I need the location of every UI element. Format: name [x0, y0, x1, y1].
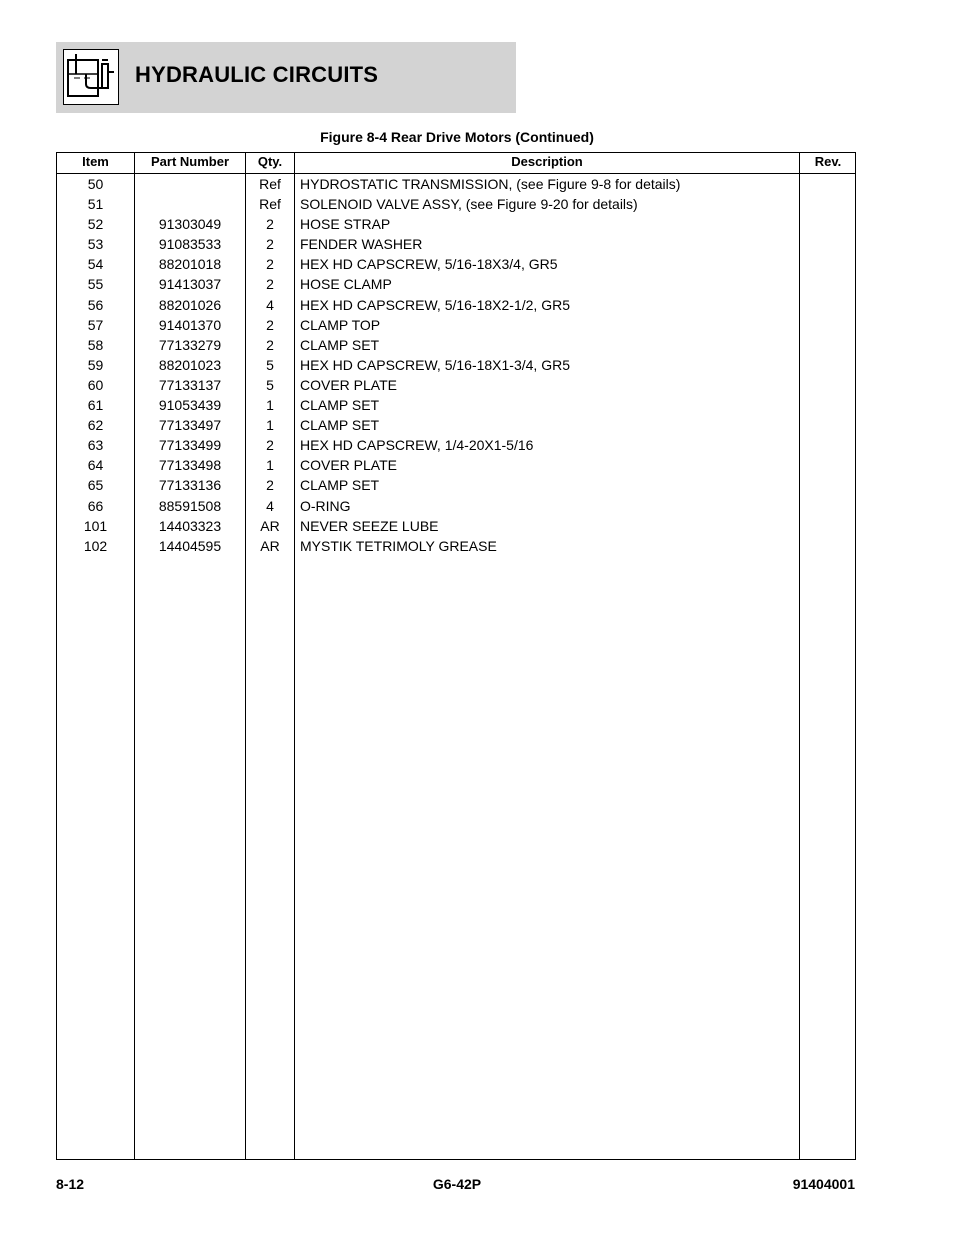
item-cell: 63 [87, 437, 104, 454]
description-cell: HEX HD CAPSCREW, 5/16-18X1-3/4, GR5 [300, 356, 570, 373]
qty-cell: 2 [266, 236, 274, 253]
part-number-cell: 14403323 [158, 517, 222, 534]
table-row [57, 254, 855, 274]
hydraulic-reservoir-icon [63, 49, 119, 105]
part-number-cell: 14404595 [158, 537, 222, 554]
table-row [57, 375, 855, 395]
qty-cell: 1 [266, 457, 274, 474]
part-number-cell: 77133498 [158, 457, 222, 474]
description-cell: CLAMP TOP [300, 316, 381, 333]
description-cell: COVER PLATE [300, 457, 397, 474]
part-number-cell: 88201023 [158, 356, 222, 373]
qty-cell: 4 [266, 296, 274, 313]
item-cell: 57 [87, 316, 104, 333]
item-cell: 55 [87, 276, 104, 293]
qty-cell: 2 [266, 336, 274, 353]
item-cell: 58 [87, 336, 104, 353]
description-cell: HEX HD CAPSCREW, 5/16-18X3/4, GR5 [300, 256, 558, 273]
qty-cell: 4 [266, 497, 274, 514]
part-number-cell: 88591508 [158, 497, 222, 514]
description-cell: HYDROSTATIC TRANSMISSION, (see Figure 9-8 for details) [300, 176, 681, 192]
table-row [57, 455, 855, 475]
qty-cell: Ref [259, 176, 281, 192]
description-cell: HEX HD CAPSCREW, 1/4-20X1-5/16 [300, 437, 534, 454]
part-number-cell: 77133279 [158, 336, 222, 353]
column-header-part-number: Part Number [150, 154, 230, 169]
document-number: 91404001 [792, 1176, 855, 1192]
part-number-cell: 88201018 [158, 256, 222, 273]
qty-cell: 2 [266, 437, 274, 454]
qty-cell: Ref [259, 196, 281, 213]
item-cell: 56 [87, 296, 104, 313]
column-header-qty: Qty. [257, 154, 283, 169]
model-number: G6-42P [432, 1176, 482, 1192]
table-row [57, 174, 855, 194]
description-cell: FENDER WASHER [300, 236, 423, 253]
table-row [57, 536, 855, 556]
table-row [57, 194, 855, 214]
description-cell: HOSE CLAMP [300, 276, 392, 293]
table-row [57, 234, 855, 254]
table-row [57, 355, 855, 375]
table-row [57, 214, 855, 234]
column-header-item: Item [82, 154, 109, 169]
description-cell: COVER PLATE [300, 376, 397, 393]
table-body [57, 174, 855, 556]
item-cell: 101 [83, 517, 108, 534]
table-row [57, 315, 855, 335]
description-cell: NEVER SEEZE LUBE [300, 517, 439, 534]
item-cell: 62 [87, 417, 104, 434]
qty-cell: 1 [266, 417, 274, 434]
description-cell: CLAMP SET [300, 477, 380, 494]
item-cell: 66 [87, 497, 104, 514]
page-number: 8-12 [56, 1176, 85, 1192]
description-cell: HEX HD CAPSCREW, 5/16-18X2-1/2, GR5 [300, 296, 570, 313]
section-title: HYDRAULIC CIRCUITS [135, 62, 379, 87]
column-header-rev: Rev. [814, 154, 842, 169]
item-cell: 53 [87, 236, 104, 253]
description-cell: O-RING [300, 497, 351, 514]
table-row [57, 295, 855, 315]
item-cell: 51 [87, 196, 104, 213]
table-row [57, 516, 855, 536]
item-cell: 52 [87, 216, 104, 233]
table-row [57, 274, 855, 294]
table-row [57, 475, 855, 495]
item-cell: 54 [87, 256, 104, 273]
part-number-cell: 91413037 [158, 276, 222, 293]
part-number-cell: 77133136 [158, 477, 222, 494]
qty-cell: AR [260, 537, 280, 554]
qty-cell: 2 [266, 276, 274, 293]
qty-cell: 5 [266, 376, 274, 393]
part-number-cell: 91083533 [158, 236, 222, 253]
part-number-cell: 77133497 [158, 417, 222, 434]
figure-title: Figure 8-4 Rear Drive Motors (Continued) [320, 129, 594, 145]
part-number-cell: 77133499 [158, 437, 222, 454]
part-number-cell: 91303049 [158, 216, 222, 233]
item-cell: 65 [87, 477, 104, 494]
description-cell: MYSTIK TETRIMOLY GREASE [300, 537, 497, 554]
parts-table [56, 152, 856, 1160]
qty-cell: 1 [266, 397, 274, 414]
item-cell: 64 [87, 457, 104, 474]
item-cell: 61 [87, 397, 104, 414]
table-row [57, 415, 855, 435]
description-cell: CLAMP SET [300, 336, 380, 353]
item-cell: 50 [87, 176, 104, 192]
description-cell: HOSE STRAP [300, 216, 391, 233]
table-row [57, 435, 855, 455]
column-header-description: Description [511, 154, 583, 169]
table-row [57, 496, 855, 516]
description-cell: CLAMP SET [300, 417, 380, 434]
part-number-cell: 91401370 [158, 316, 222, 333]
qty-cell: 5 [266, 356, 274, 373]
item-cell: 59 [87, 356, 104, 373]
part-number-cell: 88201026 [158, 296, 222, 313]
description-cell: SOLENOID VALVE ASSY, (see Figure 9-20 for details) [300, 196, 638, 213]
part-number-cell: 91053439 [158, 397, 222, 414]
part-number-cell: 77133137 [158, 376, 222, 393]
item-cell: 102 [83, 537, 108, 554]
description-cell: CLAMP SET [300, 397, 380, 414]
qty-cell: 2 [266, 477, 274, 494]
item-cell: 60 [87, 376, 104, 393]
table-row [57, 395, 855, 415]
qty-cell: 2 [266, 256, 274, 273]
qty-cell: 2 [266, 316, 274, 333]
qty-cell: 2 [266, 216, 274, 233]
qty-cell: AR [260, 517, 280, 534]
table-row [57, 335, 855, 355]
